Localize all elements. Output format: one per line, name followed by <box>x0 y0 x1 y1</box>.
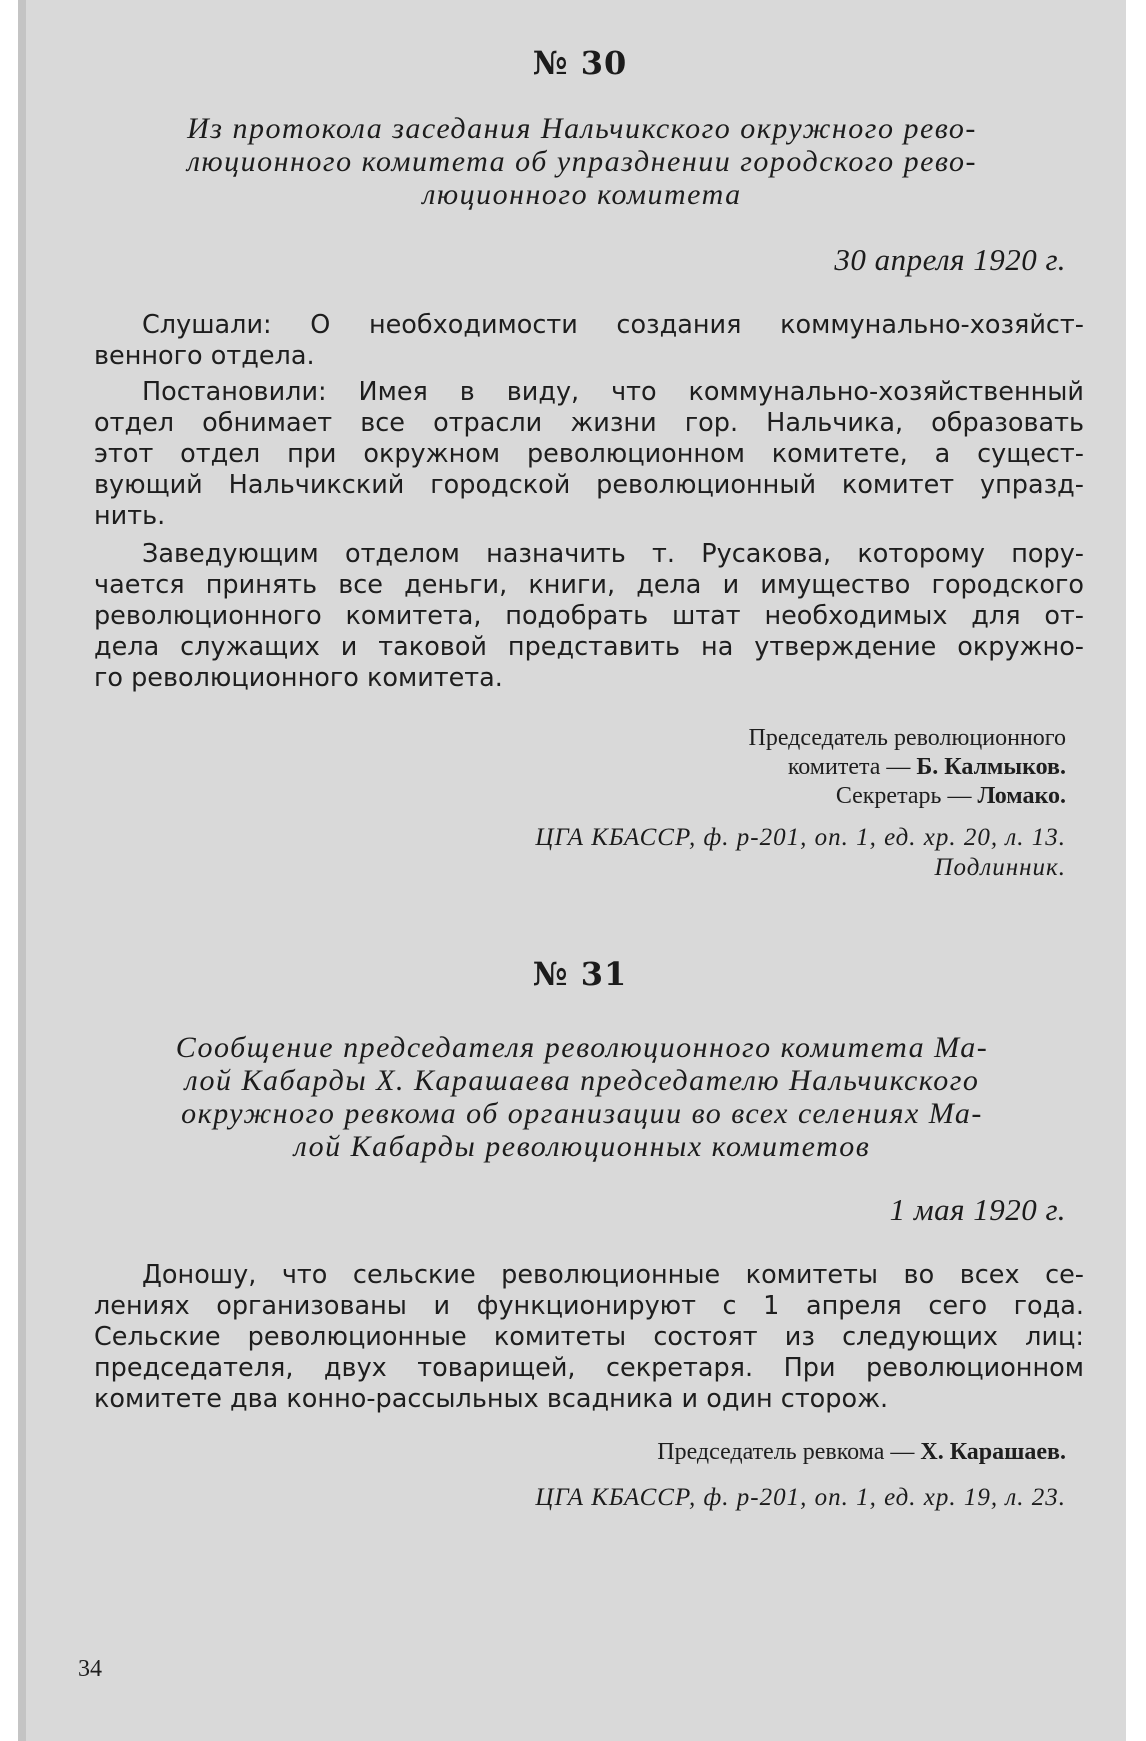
text-line: революционного комитета, подобрать штат необходимых для от- <box>94 601 1084 631</box>
page-edge-shadow <box>18 0 26 1741</box>
text-line: нить. <box>94 501 166 531</box>
document-31-date: 1 мая 1920 г. <box>889 1192 1066 1227</box>
signature-name: Ломако. <box>977 783 1066 809</box>
page-number: 34 <box>78 1656 102 1682</box>
heading-line: люционного комитета <box>422 178 742 211</box>
document-30-signature <box>749 724 1067 811</box>
signature-role: комитета — <box>787 754 917 780</box>
text-line: комитете два конно-рассыльных всадника и один сторож. <box>94 1384 889 1414</box>
text-line: Постановили: Имея в виду, что коммунально-хозяйственный <box>142 377 1084 407</box>
text-line: вующий Нальчикский городской революционный комитет упразд- <box>94 470 1084 500</box>
text-line: Доношу, что сельские революционные комитеты во всех се- <box>142 1260 1084 1290</box>
signature-line <box>749 753 1067 782</box>
text-line: лениях организованы и функционируют с 1 апреля сего года. <box>94 1291 1084 1321</box>
archive-line: Подлинник. <box>934 854 1066 881</box>
document-30-paragraph-appointment <box>94 539 1084 694</box>
document-31-paragraph-report <box>94 1260 1084 1415</box>
document-30-paragraph-heard <box>94 310 1084 372</box>
document-31-archive-reference <box>535 1483 1066 1513</box>
signature-name: Б. Калмыков. <box>916 754 1066 780</box>
text-line: чается принять все деньги, книги, дела и имущество городского <box>94 570 1084 600</box>
text-line: Сельские революционные комитеты состоят из следующих лиц: <box>94 1322 1084 1352</box>
heading-line: Из протокола заседания Нальчикского окружного рево- <box>187 112 977 145</box>
document-number-31: № 31 <box>532 955 628 993</box>
heading-line: люционного комитета об упразднении городского рево- <box>186 145 978 178</box>
document-31-signature <box>657 1438 1066 1467</box>
signature-line <box>749 782 1067 811</box>
text-line: Заведующим отделом назначить т. Русакова, которому пору- <box>142 539 1084 569</box>
document-30-heading <box>142 112 1022 211</box>
heading-line: Сообщение председателя революционного комитета Ма- <box>175 1031 989 1064</box>
text-line: Слушали: О необходимости создания коммунально-хозяйст- <box>142 310 1084 340</box>
document-30-date: 30 апреля 1920 г. <box>834 242 1066 277</box>
document-31-heading <box>142 1031 1022 1163</box>
signature-name: Х. Карашаев. <box>920 1439 1066 1465</box>
heading-line: окружного ревкома об организации во всех селениях Ма- <box>181 1097 983 1130</box>
text-line: отдел обнимает все отрасли жизни гор. Нальчика, образовать <box>94 408 1084 438</box>
archive-line: ЦГА КБАССР, ф. р-201, оп. 1, ед. хр. 19, л. 23. <box>535 1484 1066 1511</box>
document-number-30: № 30 <box>532 44 628 82</box>
signature-role: Председатель ревкома — <box>657 1439 921 1465</box>
document-30-paragraph-resolved <box>94 377 1084 532</box>
text-line: этот отдел при окружном революционном комитете, а сущест- <box>94 439 1084 469</box>
signature-line <box>657 1438 1066 1467</box>
signature-role: Секретарь — <box>835 783 978 809</box>
text-line: дела служащих и таковой представить на утверждение окружно- <box>94 632 1084 662</box>
text-line: венного отдела. <box>94 341 315 371</box>
text-line: председателя, двух товарищей, секретаря. При революционном <box>94 1353 1084 1383</box>
heading-line: лой Кабарды революционных комитетов <box>293 1130 871 1163</box>
archive-line: ЦГА КБАССР, ф. р-201, оп. 1, ед. хр. 20, л. 13. <box>535 824 1066 851</box>
book-page <box>18 0 1126 1741</box>
text-line: го революционного комитета. <box>94 663 503 693</box>
heading-line: лой Кабарды Х. Карашаева председателю Нальчикского <box>184 1064 980 1097</box>
document-30-archive-reference <box>535 823 1066 883</box>
signature-line: Председатель революционного <box>748 725 1066 751</box>
